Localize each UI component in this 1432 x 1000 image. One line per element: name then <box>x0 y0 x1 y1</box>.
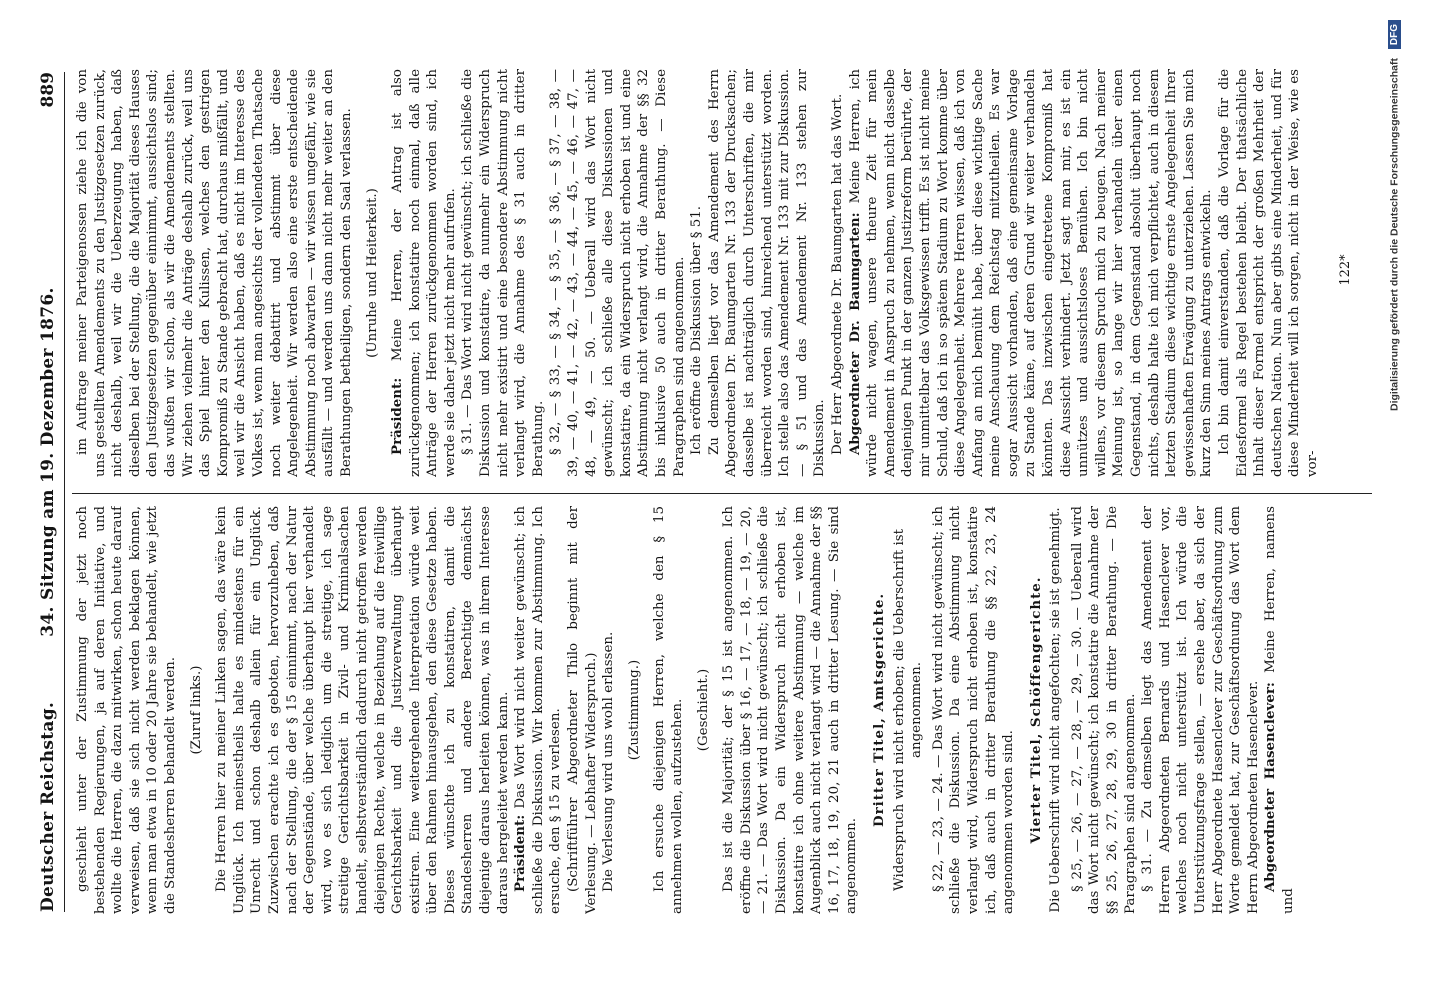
column-divider <box>72 493 1372 494</box>
digitization-text: Digitalisierung gefördert durch die Deutsche Forschungsgemeinschaft <box>1388 58 1401 412</box>
paragraph <box>847 69 1216 477</box>
paragraph-text: im Auftrage meiner Parteigenossen ziehe ich die von uns gestellten Amendements zu den Justizgesetzen zurück, nicht deshalb, weil wir die Ueberzeugung haben, daß dieselben bei der Stellung, die die Majorität dieses Hauses den Justizgesetzen gegenüber einnimmt, aussichtslos sind; das wußten wir schon, als wir die Amendements stellten. Wir ziehen vielmehr die Anträge deshalb zurück, weil uns das Spiel hinter den Kulissen, welches den gestrigen Kompromiß zu Stande gebracht hat, durchaus mißfällt, und weil wir die Ansicht haben, daß es nicht im Interesse des Volkes ist, wenn man angesichts der vollendeten Thatsache noch weiter debattirt und abstimmt über diese Angelegenheit. Wir werden also eine erste entscheidende Abstimmung noch abwarten — wir wissen ungefähr, wie sie ausfällt — und werden uns dann nicht mehr weiter an den Berathungen betheiligen, sondern den Saal verlassen. <box>75 69 354 477</box>
paragraph-text: Meine Herren, der Antrag ist also zurückgenommen; ich konstatire noch einmal, daß alle Anträge der Herren zurückgenommen worden sind, ich werde sie daher jetzt nicht mehr aufrufen. <box>390 69 458 477</box>
paragraph-text: Ich eröffne die Diskussion über § 51. <box>689 205 705 455</box>
speaker-name: Präsident: <box>512 814 529 892</box>
paragraph <box>1262 506 1297 914</box>
stage-direction <box>188 506 206 914</box>
paragraph <box>213 506 512 914</box>
paragraph-text: § 22, — 23, — 24. — Das Wort wird nicht gewünscht; ich schließe die Diskussion. Da eine Abstimmung nicht verlangt wird, Widerspruch nicht erhoben ist, konstatire ich, daß auch in dritter Berathung die §§ 22, 23, 24 angenommen worden sind. <box>930 506 1017 914</box>
paragraph-text: (Geschieht.) <box>695 668 711 752</box>
text-column-right <box>74 69 1354 477</box>
paragraph-text: § 31. — Das Wort wird nicht gewünscht; ich schließe die Diskussion und konstatire, da nunmehr ein Widerspruch nicht mehr existirt und eine besondere Abstimmung nicht verlangt wird, die Annahme des § 31 auch in dritter Berathung. <box>460 69 546 477</box>
paragraph <box>1216 69 1322 477</box>
paragraph-text: Widerspruch wird nicht erhoben; die Ueberschrift ist angenommen. <box>891 528 925 892</box>
paragraph <box>512 506 565 914</box>
text-column-left <box>74 506 1354 914</box>
page-header <box>34 72 65 912</box>
paragraph-text: § 31. — Zu demselben liegt das Amendement der Herren Abgeordneten Bernards und Hasenclever vor, welches noch nicht unterstützt ist. Ich würde die Unterstützungsfrage stellen, — ersehe aber, da sich der Herr Abgeordnete Hasenclever zur Geschäftsordnung zum Worte gemeldet hat, zur Geschäftsordnung das Wort dem Herrn Abgeordneten Hasenclever. <box>1140 506 1261 914</box>
section-note <box>891 506 926 914</box>
stage-direction <box>626 506 644 914</box>
speaker-name: Präsident: <box>389 377 406 455</box>
paragraph <box>74 69 356 477</box>
stage-direction <box>695 506 713 914</box>
section-title <box>1028 506 1046 914</box>
page-number: 889 <box>38 72 58 108</box>
paragraph-text: Das Wort wird nicht weiter gewünscht; ich schließe die Diskussion. Wir kommen zur Abstimmung. Ich ersuche, den § 15 zu verlesen. <box>513 506 564 914</box>
signature-mark: 122* <box>1338 254 1353 286</box>
paragraph-text: (Zustimmung.) <box>626 659 642 761</box>
running-title: Deutscher Reichstag. <box>38 701 58 912</box>
paragraph-text: (Schriftführer Abgeordneter Thilo beginnt mit der Verlesung. — Lebhafter Widerspruch.) <box>566 506 599 914</box>
speaker-name: Abgeordneter Hasenclever: <box>1262 682 1279 892</box>
paragraph-text: Vierter Titel, Schöffengerichte. <box>1027 576 1044 844</box>
dfg-logo-icon: DFG <box>1388 20 1401 49</box>
paragraph-text: (Zuruf links.) <box>188 665 204 755</box>
paragraph <box>688 69 706 477</box>
paragraph <box>459 69 547 477</box>
paragraph-text: (Unruhe und Heiterkeit.) <box>364 188 380 358</box>
paragraph-text: Die Herren hier zu meiner Linken sagen, das wäre kein Unglück. Ich meinestheils halte es mindestens für ein Unrecht und schon deshalb allein für ein Unglück. Zuzwischen erachte ich es geboten, hervorzuheben, daß nach der Stellung, die der § 15 einnimmt, nach der Natur der Gegenstände, über welche überhaupt hier verhandelt wird, wo es sich lediglich um die streitige, ich sage streitige Gerichtsbarkeit in Zivil- und Kriminalsachen handelt, selbstverständlich dadurch nicht getroffen werden diejenigen Rechte, welche in Beziehung auf die freiwillige Gerichtsbarkeit und die Justizverwaltung überhaupt existiren. Eine weitergehende Interpretation würde weit über den Rahmen hinausgehen, den diese Gesetze haben. Dieses wünschte ich zu konstatiren, damit die Standesherren und andere Berechtigte demnächst diejenige daraus herleiten können, was in ihrem Interesse daraus hergeleitet werden kann. <box>214 506 511 914</box>
paragraph-text: Zu demselben liegt vor das Amendement des Herrn Abgeordneten Dr. Baumgarten Nr. 133 der Drucksachen; dasselbe ist nachträglich durch Unterschriften, die mir überreicht worden sind, hinreichend unterstützt worden. Ich stelle also das Amendement Nr. 133 mit zur Diskussion. — § 51 und das Amendement Nr. 133 stehen zur Diskussion. <box>706 69 828 477</box>
section-title <box>871 506 889 914</box>
paragraph-text: Das ist die Majorität; der § 15 ist angenommen. Ich eröffne die Diskussion über § 16, — 17, — 18, — 19, — 20, — 21. — Das Wort wird nicht gewünscht; ich schließe die Diskussion. Da ein Widerspruch nicht erhoben ist, konstatire ich ohne weitere Abstimmung — welche im Augenblick auch nicht verlangt wird — die Annahme der §§ 16, 17, 18, 19, 20, 21 auch in dritter Lesung. — Sie sind angenommen. <box>721 506 860 914</box>
paragraph <box>389 69 459 477</box>
stage-direction <box>364 69 382 477</box>
speaker-name: Abgeordneter Dr. Baumgarten: <box>846 212 863 455</box>
section-note <box>1047 506 1065 914</box>
paragraph <box>1139 506 1262 914</box>
paragraph <box>720 506 861 914</box>
paragraph-text: § 32, — § 33, — § 34, — § 35, — § 36, — § 37, — 38, — 39, — 40, — 41, — 42, — 43, — 44, — 45, — 46, — 47, — 48, — 49, — 50. — Ueberall wird das Wort nicht gewünscht; ich schließe alle diese Diskussionen und konstatire, da ein Widerspruch nicht erhoben ist und eine Abstimmung nicht verlangt wird, die Annahme der §§ 32 bis inklusive 50 auch in dritter Berathung. — Diese Paragraphen sind angenommen. <box>548 69 687 477</box>
paragraph-text: § 25, — 26, — 27, — 28, — 29, — 30. — Ueberall wird das Wort nicht gewünscht; ich konstatire die Annahme der §§ 25, 26, 27, 28, 29, 30 in dritter Berathung. — Die Paragraphen sind angenommen. <box>1069 506 1138 914</box>
session-title: 34. Sitzung am 19. Dezember 1876. <box>38 287 58 637</box>
paragraph <box>74 506 180 914</box>
paragraph-text: Ich bin damit einverstanden, daß die Vorlage für die Eidesformel als Regel bestehen bleibt. Der thatsächliche Inhalt dieser Formel entspricht der großen Mehrheit der deutschen Nation. Nun aber gibts eine Minderheit, und für diese Minderheit will ich sorgen, nicht in der Weise, wie es vor- <box>1217 69 1320 477</box>
paragraph-text: Dritter Titel, Amtsgerichte. <box>870 592 887 828</box>
paragraph-text: Die Ueberschrift wird nicht angefochten; sie ist genehmigt. <box>1048 507 1064 913</box>
paragraph <box>706 69 829 477</box>
paragraph-text: Die Verlesung wird uns wohl erlassen. <box>601 631 617 892</box>
paragraph-text: Ich ersuche diejenigen Herren, welche den § 15 annehmen wollen, aufzustehen. <box>652 506 685 914</box>
paragraph-text: Meine Herren, ich würde nicht wagen, unsere theure Zeit für mein Amendement in Anspruch zu nehmen, wenn nicht dasselbe denjenigen Punkt in der ganzen Justizreform berührte, der mir unmittelbar das Volksgewissen trifft. Es ist nicht meine Schuld, daß ich in so spätem Stadium zu Wort komme über diese Angelegenheit. Mehrere Herren wissen, daß ich von Anfang an mich bemüht habe, über diese wichtige Sache meine Anschauung dem Reichstag mitzutheilen. Es war sogar Aussicht vorhanden, daß eine gemeinsame Vorlage zu Stande käme, auf deren Grund wir weiter verhandeln könnten. Das inzwischen eingetretene Kompromiß hat diese Aussicht verhindert. Jetzt sagt man mir, es ist ein unnützes und aussichtsloses Bemühen. Ich bin nicht willens, vor diesem Spruch mich zu beugen. Nach meiner Meinung ist, so lange wir hier verhandeln über einen Gegenstand, in dem Gegenstand absolut überhaupt noch nichts, deshalb halte ich mich verpflichtet, auch in diesem letzten Stadium diese wichtige ernste Angelegenheit Ihrer gewissenhaften Erwägung zu unterziehen. Lassen Sie mich kurz den Sinn meines Antrags entwickeln. <box>847 69 1215 477</box>
paragraph <box>600 506 618 914</box>
paragraph-text: Der Herr Abgeordnete Dr. Baumgarten hat das Wort. <box>829 93 845 455</box>
paragraph <box>651 506 686 914</box>
digitization-note <box>1388 20 1408 440</box>
paragraph <box>547 69 688 477</box>
paragraph <box>930 506 1018 914</box>
paragraph <box>829 69 847 477</box>
paragraph-text: geschieht unter der Zustimmung der jetzt noch bestehenden Regierungen, ja auf deren Initiative, und wollte die Herren, die dazu mitwirken, schon heute darauf verweisen, daß sie sich nicht werden beklagen können, wenn man etwa in 10 oder 20 Jahre sie behandelt, wie jetzt die Standesherren behandelt werden. <box>75 506 178 914</box>
paragraph <box>1069 506 1139 914</box>
paragraph-text: Meine Herren, namens und <box>1263 506 1296 914</box>
paragraph <box>565 506 600 914</box>
